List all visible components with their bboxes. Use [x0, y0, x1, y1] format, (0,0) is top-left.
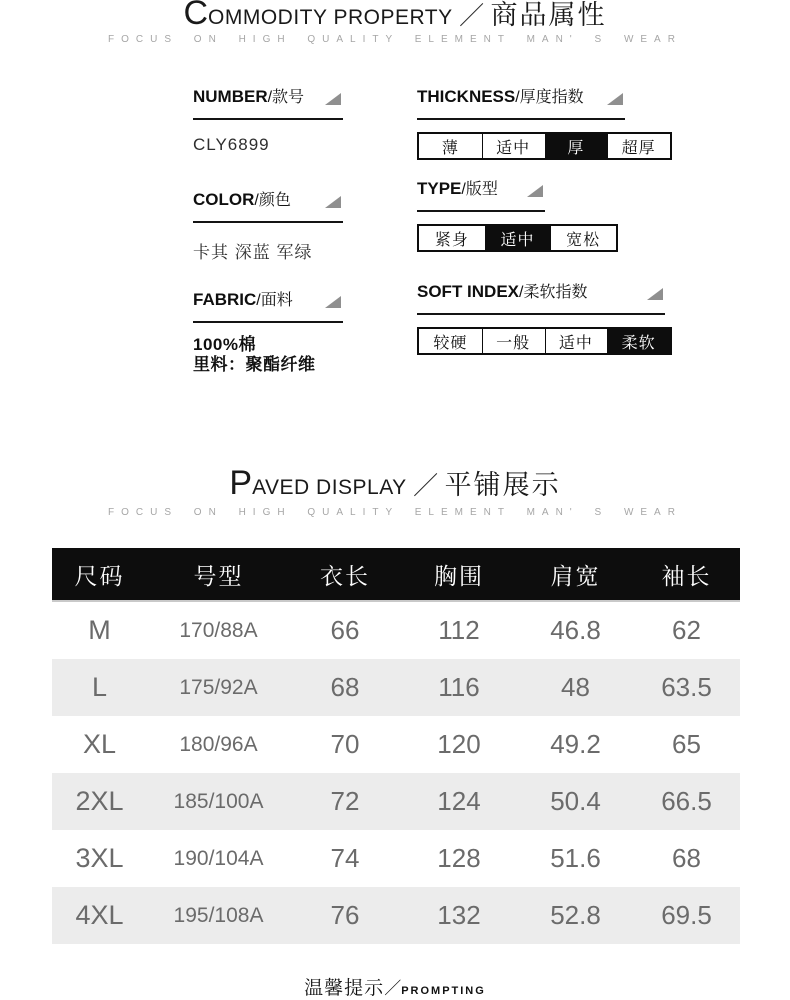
table-cell: 66	[330, 615, 360, 645]
column-header: 袖长	[633, 548, 740, 601]
corner-triangle-icon	[607, 93, 623, 105]
table-row	[52, 773, 740, 830]
column-header: 衣长	[290, 548, 400, 601]
corner-triangle-icon	[527, 185, 543, 197]
type-block	[417, 176, 618, 252]
title-slash: ／	[413, 472, 439, 500]
table-cell: L	[91, 672, 108, 702]
color-value: 卡其 深蓝 军绿	[193, 243, 313, 262]
option-紧身: 紧身	[434, 231, 469, 249]
table-cell: 185/100A	[173, 789, 264, 813]
title-lead-letter: C	[183, 0, 209, 32]
table-row	[52, 830, 740, 887]
option-适中: 适中	[482, 134, 545, 158]
type-options-bar	[417, 224, 618, 252]
thickness-label-cn: /厚度指数	[515, 89, 584, 106]
soft-index-block	[417, 279, 672, 355]
table-cell: 120	[437, 729, 481, 759]
table-cell: 190/104A	[173, 846, 264, 870]
table-cell: 50.4	[550, 786, 601, 816]
number-label-en: NUMBER	[193, 87, 268, 106]
table-cell: 195/108A	[173, 903, 264, 927]
table-cell: 180/96A	[179, 732, 258, 756]
table-cell: 112	[438, 615, 480, 645]
table-row	[52, 716, 740, 773]
table-cell: 52.8	[550, 900, 601, 930]
color-block	[193, 187, 343, 263]
table-cell: 68	[672, 843, 701, 873]
footer-cn: 温馨提示	[304, 978, 385, 999]
table-cell: 175/92A	[179, 675, 258, 699]
title-lead-letter: P	[229, 464, 253, 502]
footer-slash: ／	[384, 979, 402, 998]
fabric-label-en: FABRIC	[193, 290, 257, 309]
table-cell: 124	[437, 786, 481, 816]
color-header	[193, 187, 343, 223]
table-cell: 62	[672, 615, 701, 645]
table-cell: 46.8	[550, 615, 601, 645]
thickness-options-bar	[417, 132, 672, 160]
table-cell: 170/88A	[179, 618, 258, 642]
column-header: 号型	[147, 548, 290, 601]
table-row	[52, 601, 740, 659]
property-subtitle: FOCUS ON HIGH QUALITY ELEMENT MAN' S WEAR	[108, 34, 682, 45]
table-cell: 72	[330, 786, 360, 816]
corner-triangle-icon	[647, 288, 663, 300]
thickness-label-en: THICKNESS	[417, 87, 516, 106]
fabric-label-cn: /面料	[256, 292, 293, 309]
table-cell: 63.5	[661, 672, 712, 702]
table-cell: 48	[561, 672, 590, 702]
table-cell: 132	[437, 900, 481, 930]
table-cell: 4XL	[75, 900, 124, 930]
option-薄: 薄	[441, 139, 459, 157]
title-en: OMMODITY PROPERTY	[208, 6, 453, 29]
type-label-en: TYPE	[417, 179, 462, 198]
type-label-cn: /版型	[461, 181, 498, 198]
option-宽松: 宽松	[550, 226, 616, 250]
table-cell: 116	[438, 672, 480, 702]
commodity-property-title	[0, 0, 790, 32]
option-一般: 一般	[482, 329, 545, 353]
option-厚: 厚	[545, 134, 608, 158]
display-subtitle: FOCUS ON HIGH QUALITY ELEMENT MAN' S WEAR	[108, 507, 682, 518]
option-较硬: 较硬	[433, 334, 468, 352]
table-cell: 49.2	[550, 729, 601, 759]
column-header: 肩宽	[518, 548, 633, 601]
title-cn: 平铺展示	[444, 470, 561, 500]
size-table-body	[52, 601, 740, 944]
column-header: 尺码	[52, 548, 147, 601]
type-header	[417, 176, 545, 212]
title-slash: ／	[459, 2, 485, 30]
table-cell: 70	[330, 729, 360, 759]
thickness-header	[417, 84, 625, 120]
number-header	[193, 84, 343, 120]
size-table	[52, 548, 740, 944]
fabric-value-line1: 100%棉	[193, 335, 256, 354]
prompting-footer	[0, 973, 790, 1000]
fabric-value-line2: 里料：聚酯纤维	[193, 355, 316, 375]
thickness-block	[417, 84, 672, 160]
soft-index-header	[417, 279, 665, 315]
option-适中: 适中	[485, 226, 551, 250]
fabric-header	[193, 287, 343, 323]
number-value: CLY6899	[193, 135, 270, 154]
soft-index-options-bar	[417, 327, 672, 355]
footer-en: PROMPTING	[401, 985, 486, 997]
soft-index-label-en: SOFT INDEX	[417, 282, 520, 301]
table-cell: 69.5	[661, 900, 712, 930]
table-cell: 76	[330, 900, 360, 930]
table-cell: 68	[330, 672, 360, 702]
title-cn: 商品属性	[490, 0, 607, 30]
table-cell: 65	[672, 729, 701, 759]
table-cell: 51.6	[550, 843, 601, 873]
table-row	[52, 887, 740, 944]
size-table-header-row	[52, 548, 740, 601]
soft-index-label-cn: /柔软指数	[519, 284, 588, 301]
corner-triangle-icon	[325, 93, 341, 105]
title-en: AVED DISPLAY	[252, 476, 407, 499]
number-block	[193, 84, 343, 155]
fabric-block	[193, 287, 343, 374]
option-柔软: 柔软	[607, 329, 670, 353]
table-cell: XL	[82, 729, 117, 759]
table-cell: M	[88, 615, 111, 645]
table-cell: 66.5	[661, 786, 712, 816]
corner-triangle-icon	[325, 296, 341, 308]
color-label-cn: /颜色	[254, 192, 291, 209]
corner-triangle-icon	[325, 196, 341, 208]
table-cell: 128	[437, 843, 481, 873]
table-cell: 74	[330, 843, 360, 873]
option-适中: 适中	[545, 329, 608, 353]
number-label-cn: /款号	[267, 89, 305, 106]
column-header: 胸围	[400, 548, 518, 601]
option-超厚: 超厚	[607, 134, 670, 158]
color-label-en: COLOR	[193, 190, 255, 209]
table-cell: 3XL	[75, 843, 124, 873]
paved-display-title	[0, 463, 790, 502]
table-cell: 2XL	[75, 786, 124, 816]
table-row	[52, 659, 740, 716]
